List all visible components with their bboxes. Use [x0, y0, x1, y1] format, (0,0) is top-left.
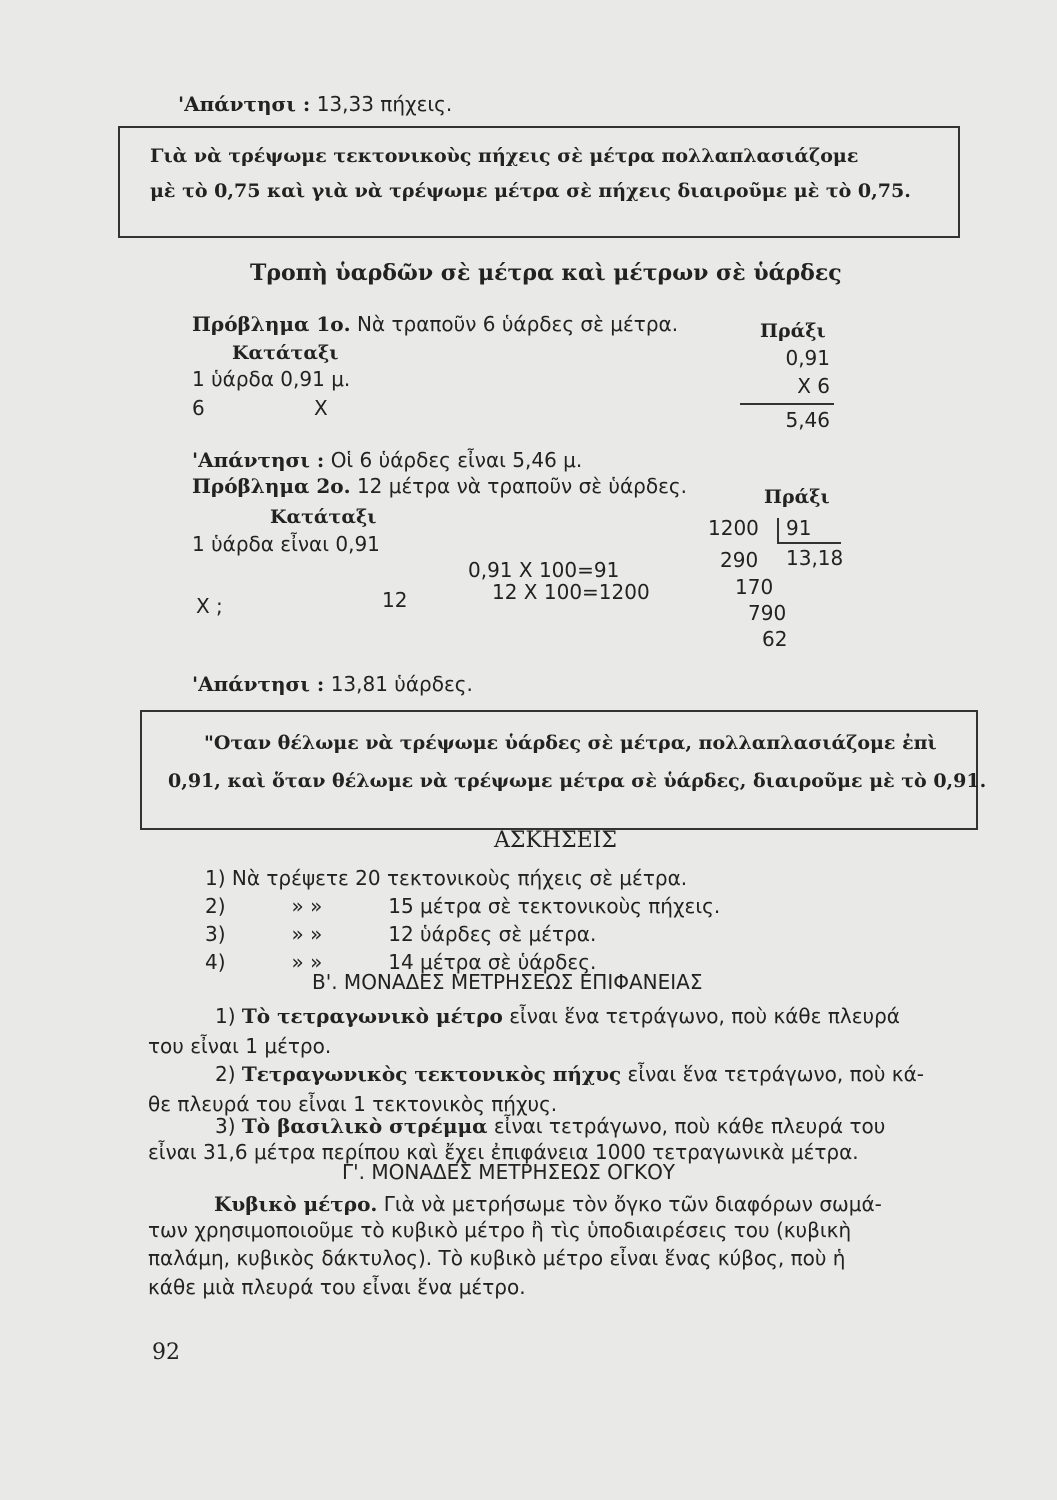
- problem-1-answer-label: 'Απάντησι :: [192, 448, 325, 472]
- problem-2-row-1: 1 ὑάρδα εἶναι 0,91: [192, 532, 380, 556]
- problem-2-row-2-a: Χ ;: [196, 594, 223, 618]
- exercise-text: 12 ὑάρδες σὲ μέτρα.: [388, 922, 597, 946]
- exercises-title: ΑΣΚΗΣΕΙΣ: [494, 828, 617, 853]
- problem-1-praxi-label: Πράξι: [760, 320, 826, 342]
- problem-2-praxi-label: Πράξι: [764, 486, 830, 508]
- section-c-line-1: [214, 1192, 882, 1216]
- problem-2-answer-text: 13,81 ὑάρδες.: [330, 672, 473, 696]
- division-step-1: 290: [720, 548, 759, 572]
- exercise-verb: Νὰ τρέψετε: [231, 866, 349, 890]
- top-answer: [178, 92, 452, 116]
- division-step-4: 62: [762, 627, 788, 651]
- exercise-1: [205, 866, 687, 890]
- p1-term: Τὸ τετραγωνικὸ μέτρο: [241, 1004, 503, 1028]
- problem-1-row-1: 1 ὑάρδα 0,91 μ.: [192, 367, 351, 391]
- section-b-p3-line-2: εἶναι 31,6 μέτρα περίπου καὶ ἔχει ἐπιφάνεια 1000 τετραγωνικὰ μέτρα.: [148, 1140, 859, 1164]
- section-b-p1-line-2: του εἶναι 1 μέτρο.: [148, 1034, 332, 1058]
- problem-2-answer-label: 'Απάντησι :: [192, 672, 325, 696]
- exercise-verb: » »: [291, 950, 323, 974]
- section-b-p2: [215, 1062, 924, 1086]
- problem-2-text: 12 μέτρα νὰ τραποῦν σὲ ὑάρδες.: [356, 474, 688, 498]
- p2-text: εἶναι ἕνα τετράγωνο, ποὺ κά-: [627, 1062, 924, 1086]
- problem-1-praxi-result: 5,46: [785, 408, 830, 432]
- problem-2-divisor: 91: [786, 516, 812, 540]
- division-step-2: 170: [735, 575, 774, 599]
- division-bar-horizontal: [777, 542, 841, 544]
- section-c-text: Γιὰ νὰ μετρήσωμε τὸν ὄγκο τῶν διαφόρων σωμά-: [383, 1192, 882, 1216]
- section-b-p3: [215, 1114, 885, 1138]
- rule-box-1-line-1: Γιὰ νὰ τρέψωμε τεκτονικοὺς πήχεις σὲ μέτρα πολλαπλασιάζομε: [150, 145, 859, 167]
- section-c-title: Γ'. ΜΟΝΑΔΕΣ ΜΕΤΡΗΣΕΩΣ ΟΓΚΟΥ: [342, 1160, 676, 1184]
- exercise-text: 20 τεκτονικοὺς πήχεις σὲ μέτρα.: [355, 866, 688, 890]
- problem-1-sum-rule: [740, 403, 834, 405]
- problem-2-dividend: 1200: [708, 516, 759, 540]
- exercise-verb: » »: [291, 894, 323, 918]
- rule-box-1-line-2: μὲ τὸ 0,75 καὶ γιὰ νὰ τρέψωμε μέτρα σὲ πήχεις διαιροῦμε μὲ τὸ 0,75.: [150, 180, 911, 202]
- problem-2-katataxi-label: Κατάταξι: [270, 506, 377, 528]
- answer-label: 'Απάντησι :: [178, 92, 311, 116]
- problem-2-heading: [192, 474, 687, 498]
- section-c-line-2: των χρησιμοποιοῦμε τὸ κυβικὸ μέτρο ἢ τὶς ὑποδιαιρέσεις του (κυβικὴ: [148, 1218, 852, 1242]
- section-b-p1: [215, 1004, 900, 1028]
- section-c-line-3: παλάμη, κυβικὸς δάκτυλος). Τὸ κυβικὸ μέτρο εἶναι ἕνας κύβος, ποὺ ἡ: [148, 1246, 846, 1270]
- problem-1-label: Πρόβλημα 1ο.: [192, 312, 351, 336]
- section-b-title: Β'. ΜΟΝΑΔΕΣ ΜΕΤΡΗΣΕΩΣ ΕΠΙΦΑΝΕΙΑΣ: [312, 970, 703, 994]
- problem-1-answer: [192, 448, 582, 472]
- problem-2-answer: [192, 672, 473, 696]
- rule-box-2-line-1: "Οταν θέλωμε νὰ τρέψωμε ὑάρδες σὲ μέτρα, πολλαπλασιάζομε ἐπὶ: [204, 732, 937, 754]
- problem-2-quotient: 13,18: [786, 546, 844, 570]
- p3-text: εἶναι τετράγωνο, ποὺ κάθε πλευρά του: [493, 1114, 886, 1138]
- problem-1-praxi-line-2: Χ 6: [797, 374, 830, 398]
- exercise-text: 14 μέτρα σὲ ὑάρδες.: [388, 950, 597, 974]
- problem-1-praxi-line-1: 0,91: [785, 346, 830, 370]
- problem-2-calc-1: 0,91 Χ 100=91: [468, 558, 620, 582]
- problem-1-text: Νὰ τραποῦν 6 ὑάρδες σὲ μέτρα.: [356, 312, 679, 336]
- p1-text: εἶναι ἕνα τετράγωνο, ποὺ κάθε πλευρά: [509, 1004, 900, 1028]
- problem-2-row-2-b: 12: [382, 588, 408, 612]
- problem-1-row-2-b: Χ: [314, 396, 328, 420]
- p1-number: 1): [215, 1004, 236, 1028]
- problem-1-row-2-a: 6: [192, 396, 205, 420]
- problem-1-answer-text: Οἱ 6 ὑάρδες εἶναι 5,46 μ.: [330, 448, 583, 472]
- division-step-3: 790: [748, 601, 787, 625]
- exercise-number: 1): [205, 866, 226, 890]
- section-b-p2-line-2: θε πλευρά του εἶναι 1 τεκτονικὸς πήχυς.: [148, 1092, 558, 1116]
- problem-2-calc-2: 12 Χ 100=1200: [492, 580, 650, 604]
- exercise-3: [205, 922, 596, 946]
- rule-box-2-line-2: 0,91, καὶ ὅταν θέλωμε νὰ τρέψωμε μέτρα σὲ ὑάρδες, διαιροῦμε μὲ τὸ 0,91.: [168, 770, 987, 792]
- exercise-text: 15 μέτρα σὲ τεκτονικοὺς πήχεις.: [388, 894, 721, 918]
- exercise-number: 2): [205, 894, 226, 918]
- exercise-number: 3): [205, 922, 226, 946]
- page-number: 92: [152, 1340, 180, 1365]
- exercise-number: 4): [205, 950, 226, 974]
- section-c-term: Κυβικὸ μέτρο.: [214, 1192, 378, 1216]
- p3-number: 3): [215, 1114, 236, 1138]
- section-c-line-4: κάθε μιὰ πλευρά του εἶναι ἕνα μέτρο.: [148, 1275, 526, 1299]
- p2-term: Τετραγωνικὸς τεκτονικὸς πήχυς: [241, 1062, 622, 1086]
- problem-2-label: Πρόβλημα 2ο.: [192, 474, 351, 498]
- problem-1-heading: [192, 312, 678, 336]
- problem-1-katataxi-label: Κατάταξι: [232, 342, 339, 364]
- p2-number: 2): [215, 1062, 236, 1086]
- p3-term: Τὸ βασιλικὸ στρέμμα: [241, 1114, 488, 1138]
- answer-value: 13,33 πήχεις.: [316, 92, 453, 116]
- exercise-verb: » »: [291, 922, 323, 946]
- exercise-2: [205, 894, 720, 918]
- division-bar-vertical: [777, 518, 779, 542]
- section-title: Τροπὴ ὑαρδῶν σὲ μέτρα καὶ μέτρων σὲ ὑάρδες: [250, 260, 842, 286]
